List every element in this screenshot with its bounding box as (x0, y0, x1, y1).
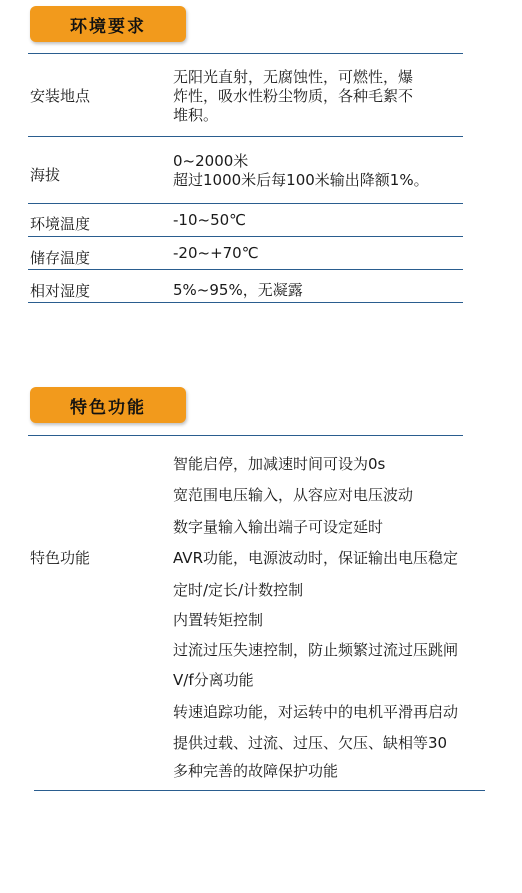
env-label-humidity: 相对湿度 (30, 282, 91, 300)
env-value-install-location: 无阳光直射，无腐蚀性，可燃性，爆 炸性，吸水性粉尘物质，各种毛絮不 堆积。 (173, 68, 414, 124)
divider (28, 136, 463, 137)
env-value-altitude: 0~2000米 超过1000米后每100米输出降额1%。 (173, 152, 429, 189)
feature-item: 智能启停，加减速时间可设为0s (173, 455, 386, 473)
divider (28, 53, 463, 54)
feature-item: 转速追踪功能，对运转中的电机平滑再启动 (173, 703, 459, 721)
env-label-storage-temp: 储存温度 (30, 249, 91, 267)
env-value-storage-temp: -20~+70℃ (173, 244, 259, 262)
env-section-badge (30, 6, 186, 42)
env-label-altitude: 海拔 (30, 166, 61, 184)
feature-item: 过流过压失速控制，防止频繁过流过压跳闸 (173, 641, 459, 659)
features-label: 特色功能 (30, 549, 91, 567)
divider (28, 435, 463, 436)
divider (28, 269, 463, 270)
feature-item: V/f分离功能 (173, 671, 254, 689)
env-value-ambient-temp: -10~50℃ (173, 211, 247, 229)
feature-item: 数字量输入输出端子可设定延时 (173, 518, 384, 536)
feature-item: 定时/定长/计数控制 (173, 581, 304, 599)
env-value-humidity: 5%~95%，无凝露 (173, 281, 303, 299)
divider (28, 203, 463, 204)
features-section-title: 特色功能 (70, 397, 146, 418)
env-label-ambient-temp: 环境温度 (30, 215, 91, 233)
features-section-badge (30, 387, 186, 423)
feature-item: 提供过载、过流、过压、欠压、缺相等30 (173, 734, 448, 752)
feature-item: 多种完善的故障保护功能 (173, 762, 339, 780)
divider (34, 790, 485, 791)
feature-item: 宽范围电压输入，从容应对电压波动 (173, 486, 414, 504)
feature-item: AVR功能，电源波动时，保证输出电压稳定 (173, 549, 458, 567)
feature-item: 内置转矩控制 (173, 611, 264, 629)
env-label-install-location: 安装地点 (30, 87, 91, 105)
divider (28, 236, 463, 237)
divider (28, 302, 463, 303)
env-section-title: 环境要求 (70, 16, 146, 37)
